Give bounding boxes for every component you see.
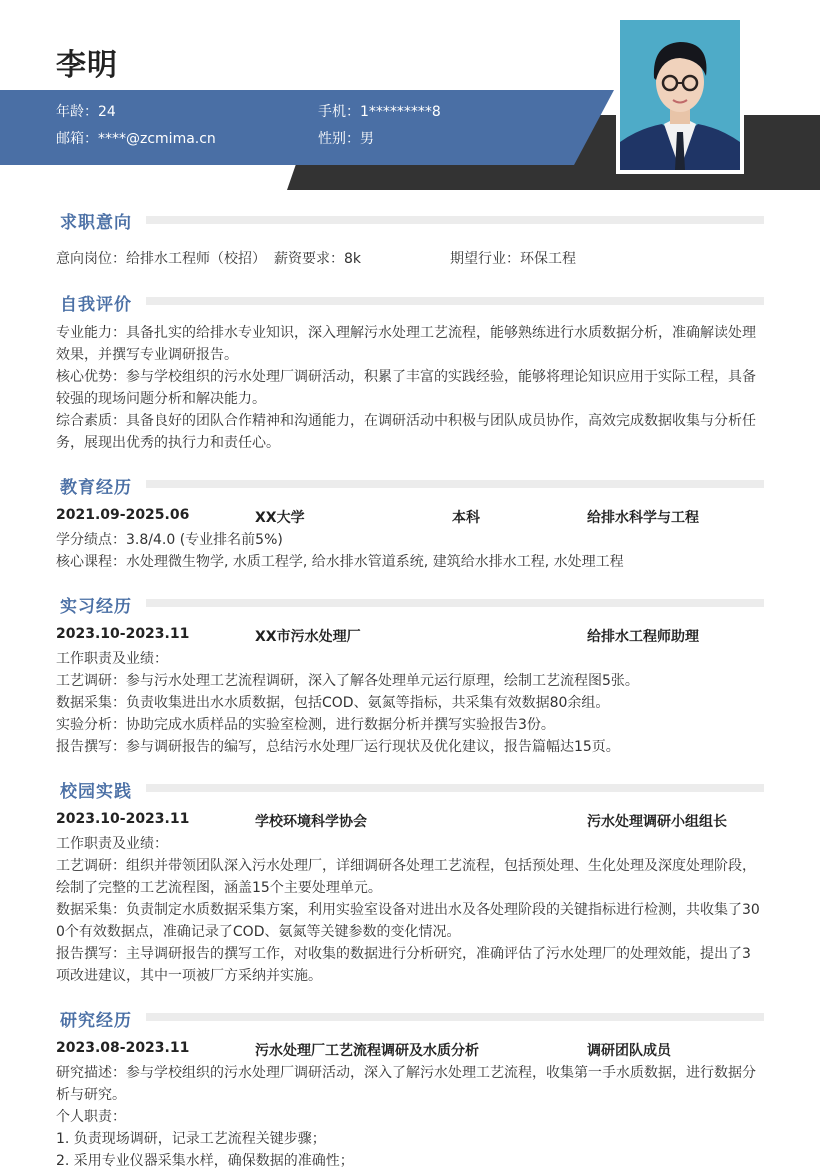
section-divider <box>146 216 764 224</box>
campus-line: 工作职责及业绩： <box>56 836 168 852</box>
campus-org: 学校环境科学协会 <box>255 814 367 830</box>
internship-role: 给排水工程师助理 <box>587 629 699 645</box>
campus-line: 绘制了完整的工艺流程图，涵盖15个主要处理单元。 <box>56 880 382 896</box>
campus-line: 报告撰写：主导调研报告的撰写工作，对收集的数据进行分析研究，准确评估了污水处理厂的处理效能，提出了3 <box>56 946 751 962</box>
section-title-campus: 校园实践 <box>60 782 132 802</box>
gender-info: 性别：男 <box>318 131 374 147</box>
self-eval-line: 较强的现场问题分析和解决能力。 <box>56 391 266 407</box>
internship-line: 工作职责及业绩： <box>56 651 168 667</box>
education-school: XX大学 <box>255 510 305 526</box>
research-role: 调研团队成员 <box>587 1043 671 1059</box>
internship-line: 实验分析：协助完成水质样品的实验室检测，进行数据分析并撰写实验报告3份。 <box>56 717 555 733</box>
campus-line: 0个有效数据点，准确记录了COD、氨氮等关键参数的变化情况。 <box>56 924 461 940</box>
internship-date: 2023.10-2023.11 <box>56 626 190 642</box>
section-divider <box>146 599 764 607</box>
research-project: 污水处理厂工艺流程调研及水质分析 <box>255 1043 479 1059</box>
campus-line: 工艺调研：组织并带领团队深入污水处理厂，详细调研各处理工艺流程，包括预处理、生化处理及深度处理阶段， <box>56 858 756 874</box>
section-divider <box>146 1013 764 1021</box>
education-line: 核心课程：水处理微生物学, 水质工程学, 给水排水管道系统, 建筑给水排水工程, 水处理工程 <box>56 554 624 570</box>
section-divider <box>146 784 764 792</box>
intent-salary: 薪资要求：8k <box>274 251 362 267</box>
research-line: 析与研究。 <box>56 1087 126 1103</box>
research-date: 2023.08-2023.11 <box>56 1040 190 1056</box>
campus-line: 项改进建议，其中一项被厂方采纳并实施。 <box>56 968 322 984</box>
campus-line: 数据采集：负责制定水质数据采集方案，利用实验室设备对进出水及各处理阶段的关键指标进行检测，共收集了30 <box>56 902 760 918</box>
education-degree: 本科 <box>452 510 480 526</box>
education-line: 学分绩点：3.8/4.0 (专业排名前5%) <box>56 532 283 548</box>
profile-photo <box>620 20 740 170</box>
section-divider <box>146 480 764 488</box>
internship-line: 数据采集：负责收集进出水水质数据，包括COD、氨氮等指标，共采集有效数据80余组。 <box>56 695 610 711</box>
campus-role: 污水处理调研小组组长 <box>587 814 727 830</box>
research-line: 个人职责： <box>56 1109 126 1125</box>
self-eval-line: 专业能力：具备扎实的给排水专业知识，深入理解污水处理工艺流程，能够熟练进行水质数据分析，准确解读处理 <box>56 325 756 341</box>
profile-photo-frame <box>616 16 744 174</box>
phone-info: 手机：1*********8 <box>318 104 441 120</box>
intent-industry: 期望行业：环保工程 <box>450 251 576 267</box>
campus-date: 2023.10-2023.11 <box>56 811 190 827</box>
section-divider <box>146 297 764 305</box>
education-major: 给排水科学与工程 <box>587 510 699 526</box>
internship-line: 报告撰写：参与调研报告的编写，总结污水处理厂运行现状及优化建议，报告篇幅达15页。 <box>56 739 620 755</box>
intent-position: 意向岗位：给排水工程师（校招） <box>56 251 266 267</box>
research-line: 1. 负责现场调研，记录工艺流程关键步骤； <box>56 1131 326 1147</box>
portrait-icon <box>620 20 740 170</box>
section-title-internship: 实习经历 <box>60 597 132 617</box>
email-info: 邮箱：****@zcmima.cn <box>56 131 216 147</box>
education-date: 2021.09-2025.06 <box>56 507 190 523</box>
candidate-name: 李明 <box>56 48 118 83</box>
section-title-intent: 求职意向 <box>60 213 132 233</box>
self-eval-line: 效果，并撰写专业调研报告。 <box>56 347 238 363</box>
section-title-research: 研究经历 <box>60 1011 132 1031</box>
self-eval-line: 综合素质：具备良好的团队合作精神和沟通能力，在调研活动中积极与团队成员协作，高效完成数据收集与分析任 <box>56 413 756 429</box>
self-eval-line: 务，展现出优秀的执行力和责任心。 <box>56 435 280 451</box>
self-eval-line: 核心优势：参与学校组织的污水处理厂调研活动，积累了丰富的实践经验，能够将理论知识应用于实际工程，具备 <box>56 369 756 385</box>
internship-line: 工艺调研：参与污水处理工艺流程调研，深入了解各处理单元运行原理，绘制工艺流程图5张。 <box>56 673 639 689</box>
section-title-self-eval: 自我评价 <box>60 295 132 315</box>
section-title-education: 教育经历 <box>60 478 132 498</box>
research-line: 研究描述：参与学校组织的污水处理厂调研活动，深入了解污水处理工艺流程，收集第一手水质数据，进行数据分 <box>56 1065 756 1081</box>
age-info: 年龄：24 <box>56 104 116 120</box>
internship-org: XX市污水处理厂 <box>255 629 361 645</box>
research-line: 2. 采用专业仪器采集水样，确保数据的准确性； <box>56 1153 354 1169</box>
